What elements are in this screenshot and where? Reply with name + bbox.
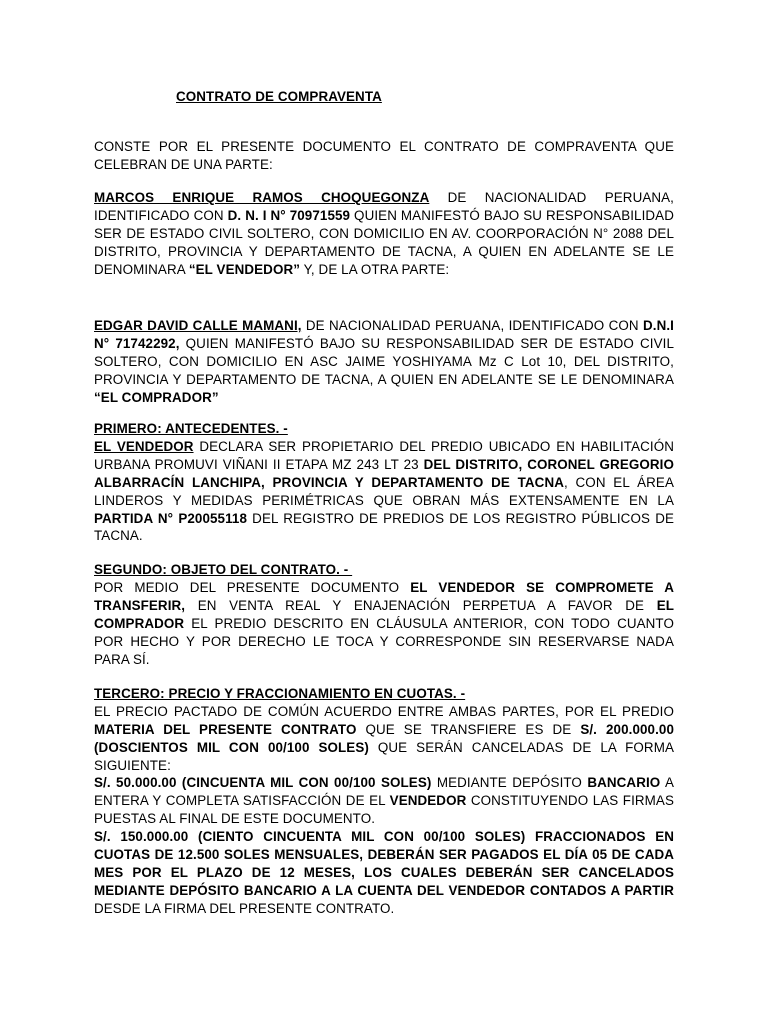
seller-alias: “EL VENDEDOR” [188,261,301,277]
clause-primero-text-1: DECLARA SER PROPIETARIO DEL PREDIO UBICADO EN HABILITACIÓN URBANA PROMUVI VIÑANI II ETAPA MZ 243 LT 23 [94,438,674,472]
seller-name: MARCOS ENRIQUE RAMOS CHOQUEGONZA [94,190,430,205]
seller-text-3: Y, DE LA OTRA PARTE: [300,261,450,277]
seller-text-2: QUIEN MANIFESTÓ BAJO SU RESPONSABILIDAD SER DE ESTADO CIVIL SOLTERO, CON DOMICILIO EN AV. COORPORACIÓN N° 2088 DEL DISTRITO, PROVINCIA Y DEPARTAMENTO DE TACNA, A QUIEN EN ADELANTE SE LE DENOMINARA [94,207,674,277]
clause-segundo-text-3: EL PREDIO DESCRITO EN CLÁUSULA ANTERIOR, CON TODO CUANTO POR HECHO Y POR DERECHO LE TOCA Y CORRESPONDE SIN RESERVARSE NADA PARA SÍ. [94,615,674,667]
document-title: CONTRATO DE COMPRAVENTA [176,89,382,104]
clause-segundo-text-2: EN VENTA REAL Y ENAJENACIÓN PERPETUA A FAVOR DE [185,597,657,613]
clause-primero-text-2: , CON EL ÁREA LINDEROS Y MEDIDAS PERIMÉTRICAS QUE OBRAN MÁS EXTENSAMENTE EN LA [94,474,674,508]
clause-tercero-price: S/. 200.000.00 (DOSCIENTOS MIL CON 00/100 SOLES) [94,721,675,755]
payment-2-paragraph [94,828,674,918]
payment-2-amount: S/. 150.000.00 (CIENTO CINCUENTA MIL CON 00/100 SOLES) FRACCIONADOS EN CUOTAS DE 12.500 SOLES MENSUALES, DEBERÁN SER PAGADOS EL DÍA 05 DE CADA MES POR EL PLAZO DE 12 MESES, LOS CUALES DEBERÁN SER CANCELADOS MEDIANTE DEPÓSITO BANCARIO A LA CUENTA DEL VENDEDOR CONTADOS A PARTIR [94,829,674,898]
clause-tercero-bold-1: MATERIA DEL PRESENTE CONTRATO [94,721,357,737]
payment-1-paragraph [94,774,674,828]
payment-1-text-2: A ENTERA Y COMPLETA SATISFACCIÓN DE EL [94,775,674,808]
clause-primero-heading: PRIMERO: ANTECEDENTES. - [94,421,288,436]
seller-text-1: DE NACIONALIDAD PERUANA, IDENTIFICADO CON [94,190,674,223]
payment-2-text-1: DESDE LA FIRMA DEL PRESENTE CONTRATO. [94,900,395,916]
payment-1-vendedor: VENDEDOR [389,792,467,808]
intro-paragraph [94,138,674,174]
intro-text: CONSTE POR EL PRESENTE DOCUMENTO EL CONTRATO DE COMPRAVENTA QUE CELEBRAN DE UNA PARTE: [94,139,674,172]
payment-1-text-1: MEDIANTE DEPÓSITO [431,775,588,790]
buyer-alias: “EL COMPRADOR” [94,389,219,405]
clause-tercero [94,685,674,775]
seller-paragraph [94,189,674,279]
clause-tercero-text-2: QUE SE TRANSFIERE ES DE [356,721,581,737]
clause-primero-partida: PARTIDA N° P20055118 [94,510,247,526]
clause-segundo [94,561,674,668]
clause-segundo-bold-1: EL VENDEDOR SE COMPROMETE A TRANSFERIR, [94,579,674,613]
payment-1-amount: S/. 50.000.00 (CINCUENTA MIL CON 00/100 SOLES) [94,775,432,790]
clause-primero-location: DEL DISTRITO, CORONEL GREGORIO ALBARRACÍN LANCHIPA, PROVINCIA Y DEPARTAMENTO DE TACNA [94,456,674,490]
buyer-dni: D.N.I N° 71742292, [94,318,674,351]
payment-1-bancario: BANCARIO [587,775,661,790]
seller-dni: D. N. I N° 70971559 [227,207,351,223]
document-page [94,0,674,1024]
clause-tercero-text-3: QUE SERÁN CANCELADAS DE LA FORMA SIGUIENTE: [94,739,674,773]
buyer-name: EDGAR DAVID CALLE MAMANI, [94,318,302,333]
clause-tercero-text-1: EL PRECIO PACTADO DE COMÚN ACUERDO ENTRE AMBAS PARTES, POR EL PREDIO [94,703,674,719]
buyer-text-2: QUIEN MANIFESTÓ BAJO SU RESPONSABILIDAD SER DE ESTADO CIVIL SOLTERO, CON DOMICILIO EN ASC JAIME YOSHIYAMA Mz C Lot 10, DEL DISTRITO, PROVINCIA Y DEPARTAMENTO DE TACNA, A QUIEN EN ADELANTE SE LE DENOMINARA [94,335,674,387]
clause-segundo-text-1: POR MEDIO DEL PRESENTE DOCUMENTO [94,579,411,595]
clause-segundo-heading: SEGUNDO: OBJETO DEL CONTRATO. - [94,562,353,577]
clause-primero-text-3: DEL REGISTRO DE PREDIOS DE LOS REGISTRO PÚBLICOS DE TACNA. [94,510,674,544]
clause-tercero-heading: TERCERO: PRECIO Y FRACCIONAMIENTO EN CUOTAS. - [94,686,466,701]
buyer-paragraph [94,317,674,407]
buyer-text-1: DE NACIONALIDAD PERUANA, IDENTIFICADO CON [301,318,643,333]
payment-1-text-3: CONSTITUYENDO LAS FIRMAS PUESTAS AL FINAL DE ESTE DOCUMENTO. [94,792,674,826]
clause-primero-subject: EL VENDEDOR [94,438,194,454]
clause-primero [94,420,674,545]
clause-segundo-bold-2: EL COMPRADOR [94,597,674,631]
